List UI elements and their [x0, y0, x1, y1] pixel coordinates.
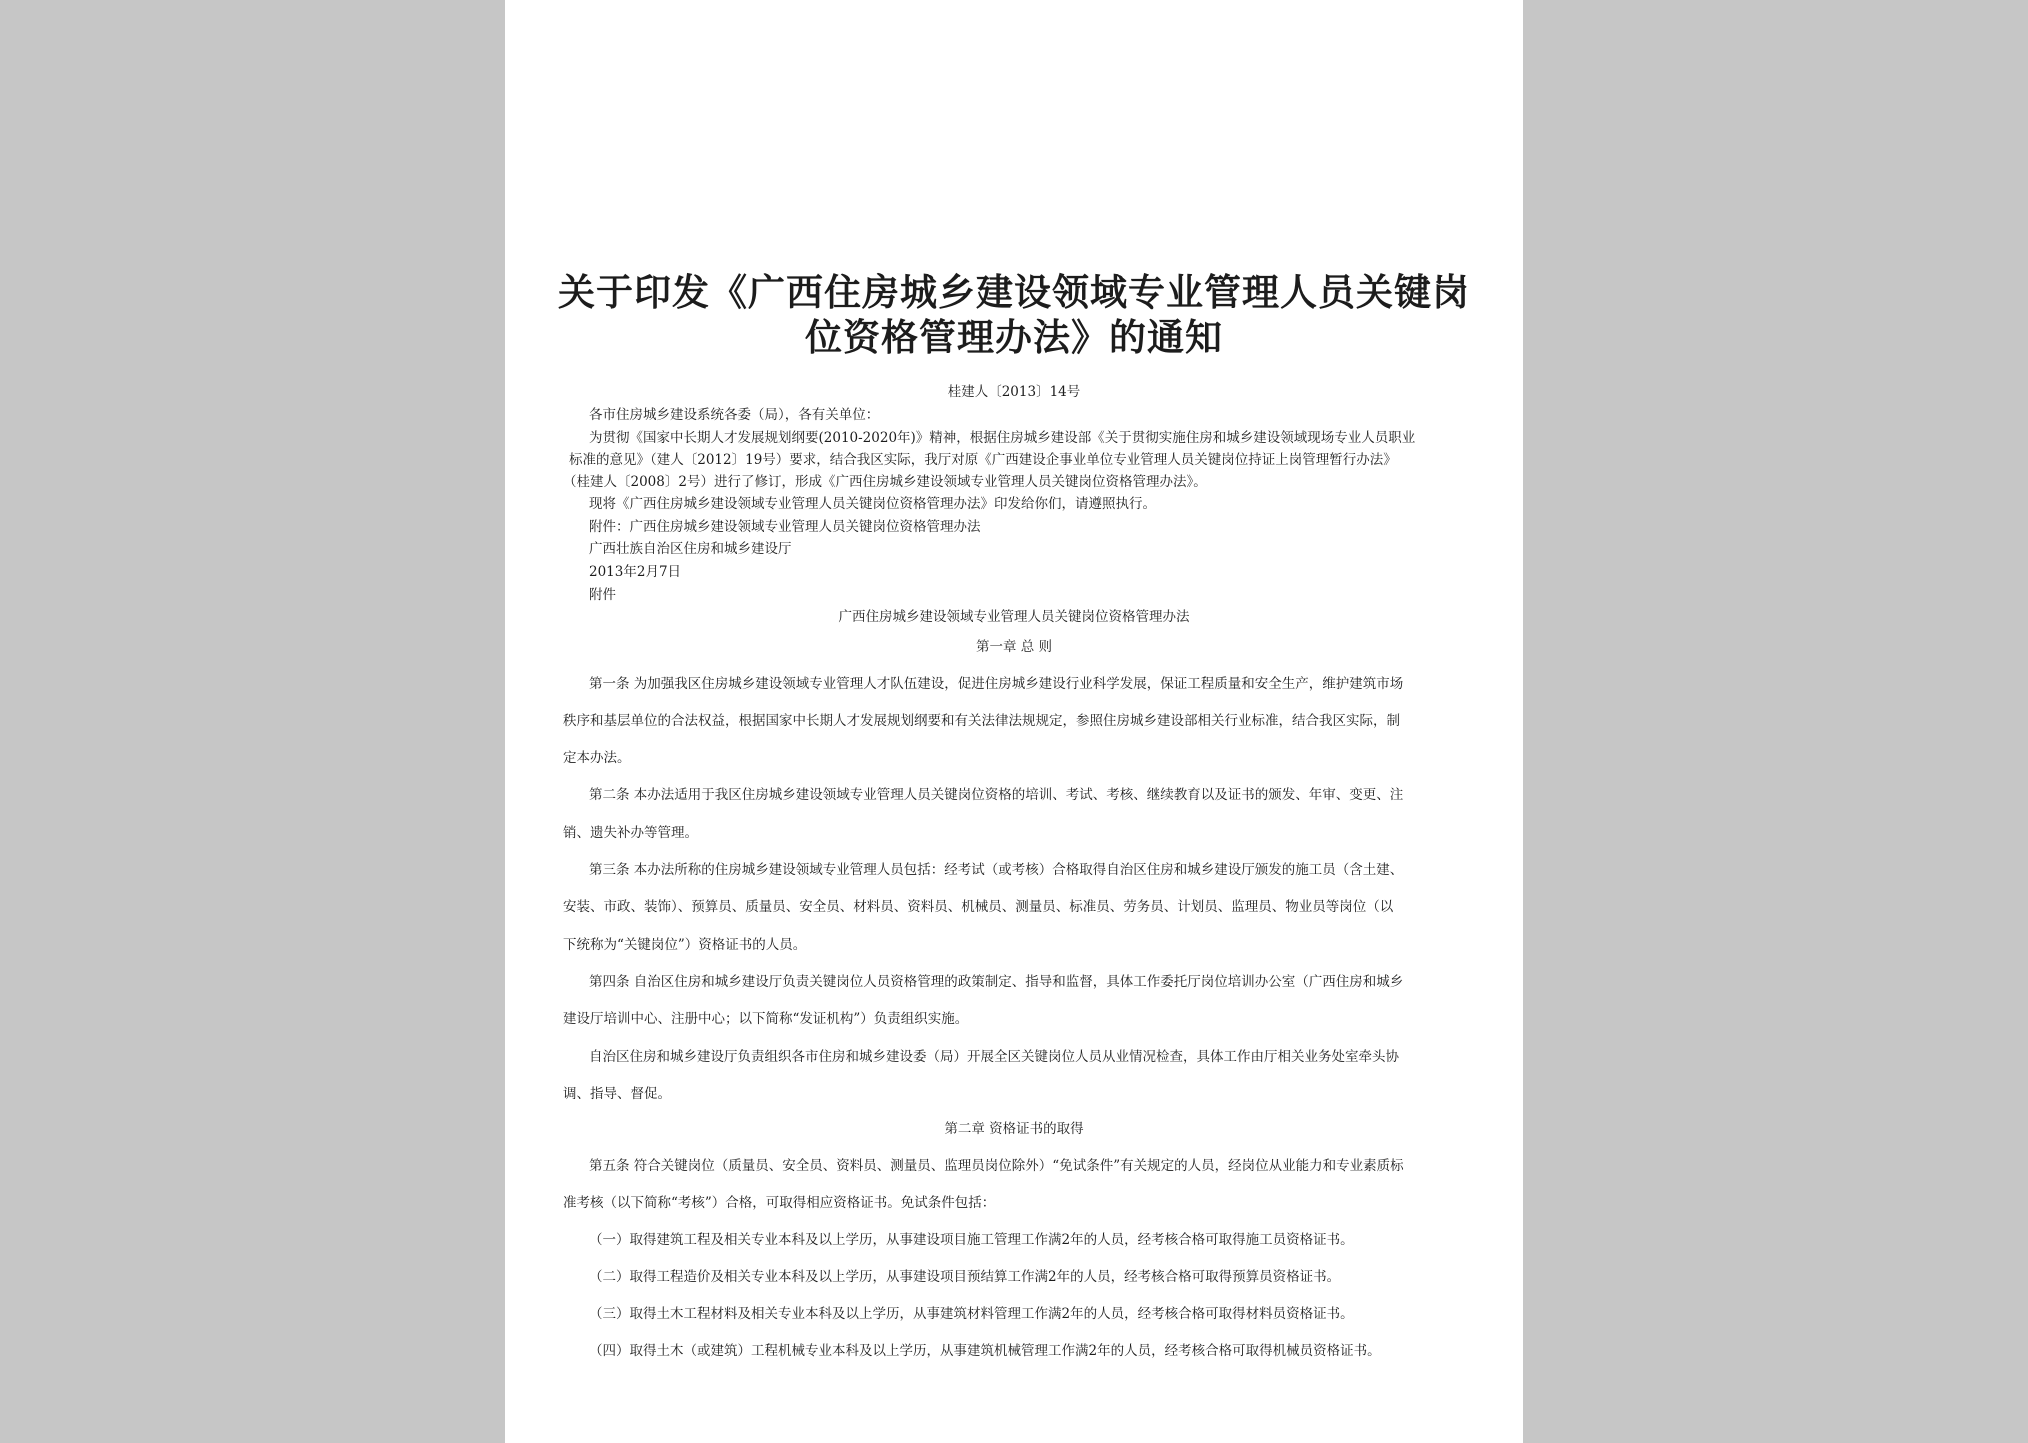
attachment-title: 广西住房城乡建设领域专业管理人员关键岗位资格管理办法: [838, 609, 1190, 625]
body-line: 调、指导、督促。: [563, 1086, 671, 1102]
body-line: 第三条 本办法所称的住房城乡建设领域专业管理人员包括：经考试（或考核）合格取得自治区住房和城乡建设厅颁发的施工员（含土建、: [589, 862, 1404, 878]
body-line: 第四条 自治区住房和城乡建设厅负责关键岗位人员资格管理的政策制定、指导和监督，具体工作委托厅岗位培训办公室（广西住房和城乡: [589, 974, 1404, 990]
header-line: 2013年2月7日: [589, 564, 682, 580]
body-line: 自治区住房和城乡建设厅负责组织各市住房和城乡建设委（局）开展全区关键岗位人员从业情况检查，具体工作由厅相关业务处室牵头协: [589, 1049, 1399, 1065]
body-line: 下统称为“关键岗位”）资格证书的人员。: [563, 937, 807, 953]
body-line: （三）取得土木工程材料及相关专业本科及以上学历，从事建筑材料管理工作满2年的人员，经考核合格可取得材料员资格证书。: [589, 1306, 1354, 1322]
body-line: （二）取得工程造价及相关专业本科及以上学历，从事建设项目预结算工作满2年的人员，经考核合格可取得预算员资格证书。: [589, 1269, 1341, 1285]
header-line: 为贯彻《国家中长期人才发展规划纲要(2010-2020年)》精神，根据住房城乡建设部《关于贯彻实施住房和城乡建设领域现场专业人员职业: [589, 430, 1416, 446]
body-line: 建设厅培训中心、注册中心；以下简称“发证机构”）负责组织实施。: [563, 1011, 969, 1027]
body-line: 定本办法。: [563, 750, 631, 766]
document-page: [505, 0, 1523, 1443]
body-line: 安装、市政、装饰）、预算员、质量员、安全员、材料员、资料员、机械员、测量员、标准员、劳务员、计划员、监理员、物业员等岗位（以: [563, 899, 1394, 915]
chapter-1-heading: 第一章 总 则: [975, 639, 1053, 655]
document-title-line2: 位资格管理办法》的通知: [805, 315, 1223, 359]
header-line: 附件：广西住房城乡建设领域专业管理人员关键岗位资格管理办法: [589, 519, 981, 535]
body-line: 第一条 为加强我区住房城乡建设领域专业管理人才队伍建设，促进住房城乡建设行业科学发展，保证工程质量和安全生产，维护建筑市场: [589, 676, 1404, 692]
header-line: 附件: [589, 587, 616, 603]
body-line: 准考核（以下简称“考核”）合格，可取得相应资格证书。免试条件包括：: [563, 1195, 996, 1211]
document-number: 桂建人〔2013〕14号: [947, 384, 1081, 400]
document-title-line1: 关于印发《广西住房城乡建设领域专业管理人员关键岗: [558, 270, 1470, 314]
header-line: 标准的意见》（建人〔2012〕19号）要求，结合我区实际，我厅对原《广西建设企事业单位专业管理人员关键岗位持证上岗管理暂行办法》: [569, 452, 1397, 468]
chapter-2-heading: 第二章 资格证书的取得: [944, 1121, 1084, 1137]
header-line: 各市住房城乡建设系统各委（局），各有关单位：: [589, 407, 880, 423]
body-line: 销、遗失补办等管理。: [563, 825, 698, 841]
body-line: 秩序和基层单位的合法权益，根据国家中长期人才发展规划纲要和有关法律法规规定，参照住房城乡建设部相关行业标准，结合我区实际，制: [563, 713, 1400, 729]
body-line: （一）取得建筑工程及相关专业本科及以上学历，从事建设项目施工管理工作满2年的人员，经考核合格可取得施工员资格证书。: [589, 1232, 1354, 1248]
header-line: 现将《广西住房城乡建设领域专业管理人员关键岗位资格管理办法》印发给你们，请遵照执行。: [589, 496, 1156, 512]
header-line: （桂建人〔2008〕2号）进行了修订，形成《广西住房城乡建设领域专业管理人员关键岗位资格管理办法》。: [563, 474, 1207, 490]
body-line: 第五条 符合关键岗位（质量员、安全员、资料员、测量员、监理员岗位除外）“免试条件”有关规定的人员，经岗位从业能力和专业素质标: [589, 1158, 1404, 1174]
body-line: 第二条 本办法适用于我区住房城乡建设领域专业管理人员关键岗位资格的培训、考试、考核、继续教育以及证书的颁发、年审、变更、注: [589, 787, 1404, 803]
body-line: （四）取得土木（或建筑）工程机械专业本科及以上学历，从事建筑机械管理工作满2年的人员，经考核合格可取得机械员资格证书。: [589, 1343, 1381, 1359]
header-line: 广西壮族自治区住房和城乡建设厅: [589, 541, 792, 557]
